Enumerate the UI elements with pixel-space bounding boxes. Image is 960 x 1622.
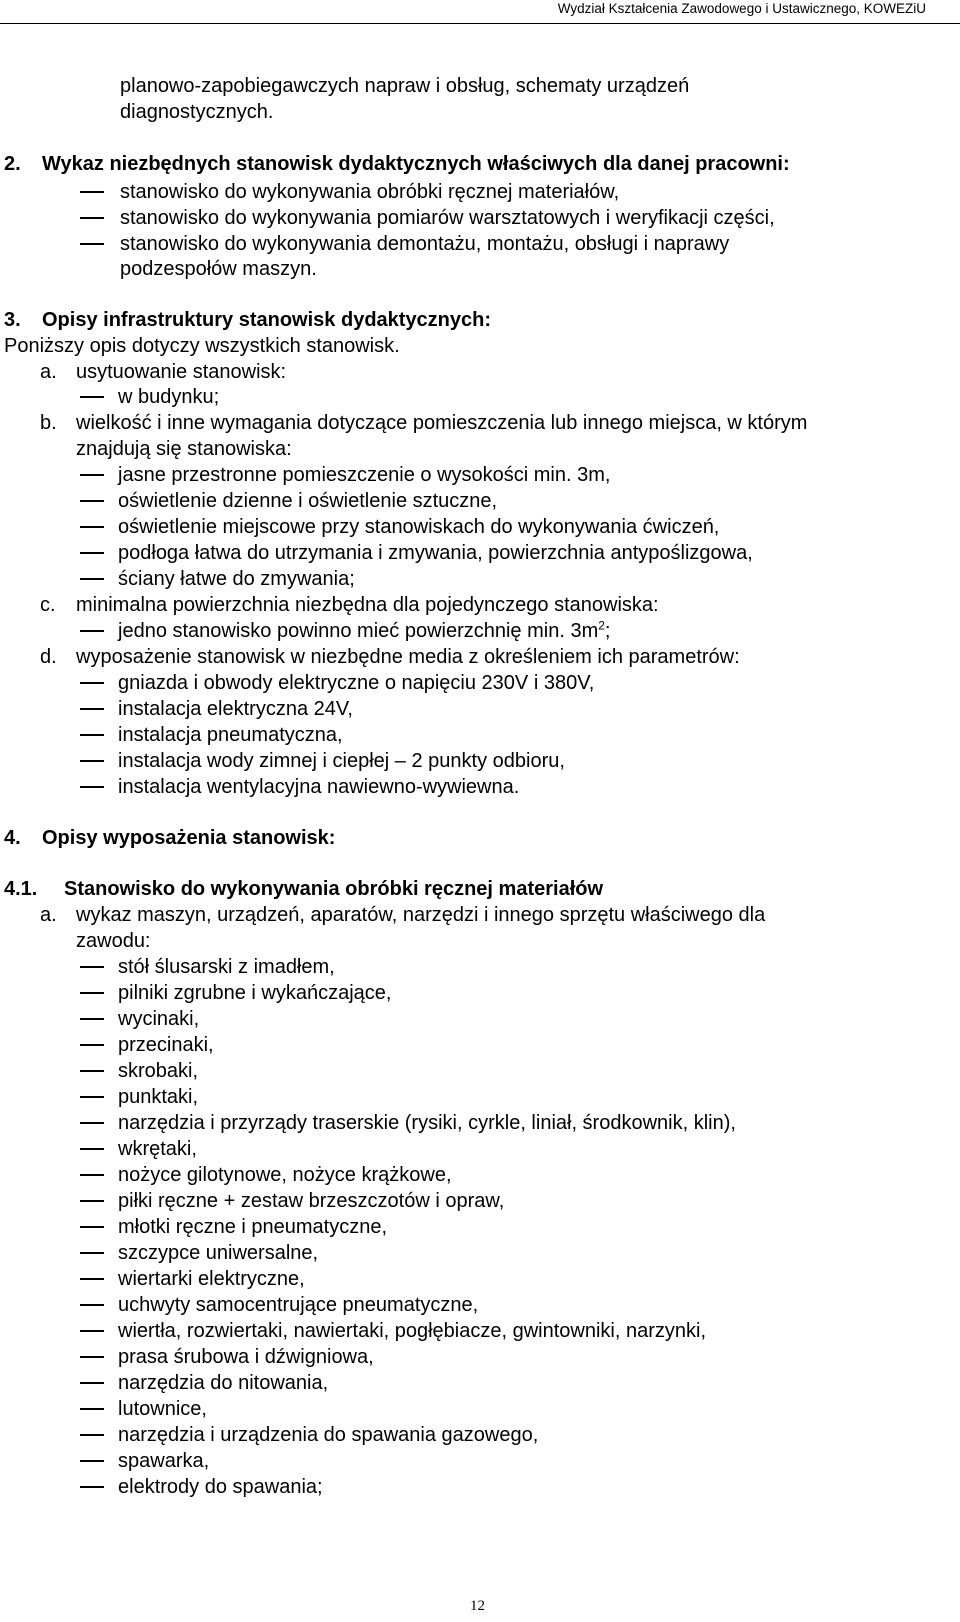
list-item: narzędzia do nitowania, [118,1372,329,1394]
section-number: 4. [4,827,21,849]
list-item: elektrody do spawania; [118,1476,323,1498]
header-divider [0,23,960,24]
subsection-text: wykaz maszyn, urządzeń, aparatów, narzędzi i innego sprzętu właściwego dla [76,904,766,926]
subsection-text-continuation: zawodu: [76,930,151,952]
dash-bullet [80,191,104,193]
dash-bullet [80,760,104,762]
list-item: lutownice, [118,1398,207,1420]
list-item: skrobaki, [118,1060,199,1082]
list-item: instalacja elektryczna 24V, [118,698,353,720]
dash-bullet [80,243,104,245]
dash-bullet [80,1226,104,1228]
list-item: przecinaki, [118,1034,214,1056]
dash-bullet [80,966,104,968]
section-title: Stanowisko do wykonywania obróbki ręcznej materiałów [64,878,604,900]
dash-bullet [80,1096,104,1098]
dash-bullet [80,1018,104,1020]
list-item: instalacja wentylacyjna nawiewno-wywiewna. [118,776,520,798]
dash-bullet [80,682,104,684]
list-item: spawarka, [118,1450,210,1472]
list-item: uchwyty samocentrujące pneumatyczne, [118,1294,479,1316]
section-intro: Poniższy opis dotyczy wszystkich stanowisk. [4,335,400,357]
list-marker: b. [40,412,57,434]
dash-bullet [80,1434,104,1436]
subsection-text: wielkość i inne wymagania dotyczące pomieszczenia lub innego miejsca, w którym [76,412,808,434]
list-item: oświetlenie dzienne i oświetlenie sztuczne, [118,490,498,512]
dash-bullet [80,1044,104,1046]
list-item: wkrętaki, [118,1138,197,1160]
list-item: młotki ręczne i pneumatyczne, [118,1216,388,1238]
dash-bullet [80,1330,104,1332]
dash-bullet [80,1252,104,1254]
dash-bullet [80,500,104,502]
dash-bullet [80,992,104,994]
section-number: 3. [4,309,21,331]
dash-bullet [80,396,104,398]
list-item-suffix: ; [604,620,611,642]
list-marker: d. [40,646,57,668]
dash-bullet [80,708,104,710]
dash-bullet [80,1304,104,1306]
section-title: Opisy infrastruktury stanowisk dydaktycznych: [42,309,492,331]
list-item: podłoga łatwa do utrzymania i zmywania, powierzchnia antypoślizgowa, [118,542,753,564]
list-marker: a. [40,361,57,383]
list-item-continuation: podzespołów maszyn. [120,258,317,280]
list-item: narzędzia i urządzenia do spawania gazowego, [118,1424,539,1446]
dash-bullet [80,1174,104,1176]
list-item: instalacja pneumatyczna, [118,724,343,746]
dash-bullet [80,1382,104,1384]
list-item: stanowisko do wykonywania obróbki ręcznej materiałów, [120,181,620,203]
list-marker: c. [40,594,56,616]
subsection-text: minimalna powierzchnia niezbędna dla pojedynczego stanowiska: [76,594,659,616]
list-item: wiertarki elektryczne, [118,1268,305,1290]
list-item-text: jedno stanowisko powinno mieć powierzchnię min. 3m [118,620,599,642]
list-item: jasne przestronne pomieszczenie o wysokości min. 3m, [118,464,611,486]
subsection-text: usytuowanie stanowisk: [76,361,287,383]
section-title: Opisy wyposażenia stanowisk: [42,827,336,849]
dash-bullet [80,1200,104,1202]
list-item: prasa śrubowa i dźwigniowa, [118,1346,374,1368]
list-marker: a. [40,904,57,926]
list-item [118,619,610,643]
dash-bullet [80,1356,104,1358]
section-number: 2. [4,153,21,175]
list-item: stanowisko do wykonywania pomiarów warsztatowych i weryfikacji części, [120,207,775,229]
list-item: ściany łatwe do zmywania; [118,568,355,590]
header-title: Wydział Kształcenia Zawodowego i Ustawicznego, KOWEZiU [557,1,926,16]
dash-bullet [80,1278,104,1280]
dash-bullet [80,526,104,528]
dash-bullet [80,578,104,580]
list-item: szczypce uniwersalne, [118,1242,319,1264]
subsection-text: wyposażenie stanowisk w niezbędne media z określeniem ich parametrów: [76,646,740,668]
subsection-text-continuation: znajdują się stanowiska: [76,438,292,460]
list-item: piłki ręczne + zestaw brzeszczotów i opraw, [118,1190,505,1212]
dash-bullet [80,474,104,476]
intro-line: planowo-zapobiegawczych napraw i obsług, schematy urządzeń [120,75,690,97]
list-item: pilniki zgrubne i wykańczające, [118,982,392,1004]
dash-bullet [80,1486,104,1488]
dash-bullet [80,1122,104,1124]
dash-bullet [80,1460,104,1462]
list-item: wiertła, rozwiertaki, nawiertaki, pogłębiacze, gwintowniki, narzynki, [118,1320,707,1342]
list-item: stanowisko do wykonywania demontażu, montażu, obsługi i naprawy [120,233,730,255]
list-item: narzędzia i przyrządy traserskie (rysiki, cyrkle, liniał, środkownik, klin), [118,1112,736,1134]
list-item: stół ślusarski z imadłem, [118,956,335,978]
dash-bullet [80,1070,104,1072]
list-item: gniazda i obwody elektryczne o napięciu 230V i 380V, [118,672,595,694]
dash-bullet [80,1408,104,1410]
dash-bullet [80,734,104,736]
list-item: w budynku; [118,386,220,408]
section-number: 4.1. [4,878,38,900]
intro-line: diagnostycznych. [120,101,274,123]
list-item: oświetlenie miejscowe przy stanowiskach do wykonywania ćwiczeń, [118,516,720,538]
list-item: wycinaki, [118,1008,200,1030]
dash-bullet [80,786,104,788]
dash-bullet [80,552,104,554]
list-item: nożyce gilotynowe, nożyce krążkowe, [118,1164,452,1186]
section-title: Wykaz niezbędnych stanowisk dydaktycznych właściwych dla danej pracowni: [42,153,790,175]
superscript: 2 [598,618,605,633]
dash-bullet [80,1148,104,1150]
dash-bullet [80,217,104,219]
dash-bullet [80,630,104,632]
page-number: 12 [470,1598,485,1614]
list-item: punktaki, [118,1086,199,1108]
list-item: instalacja wody zimnej i ciepłej – 2 punkty odbioru, [118,750,565,772]
